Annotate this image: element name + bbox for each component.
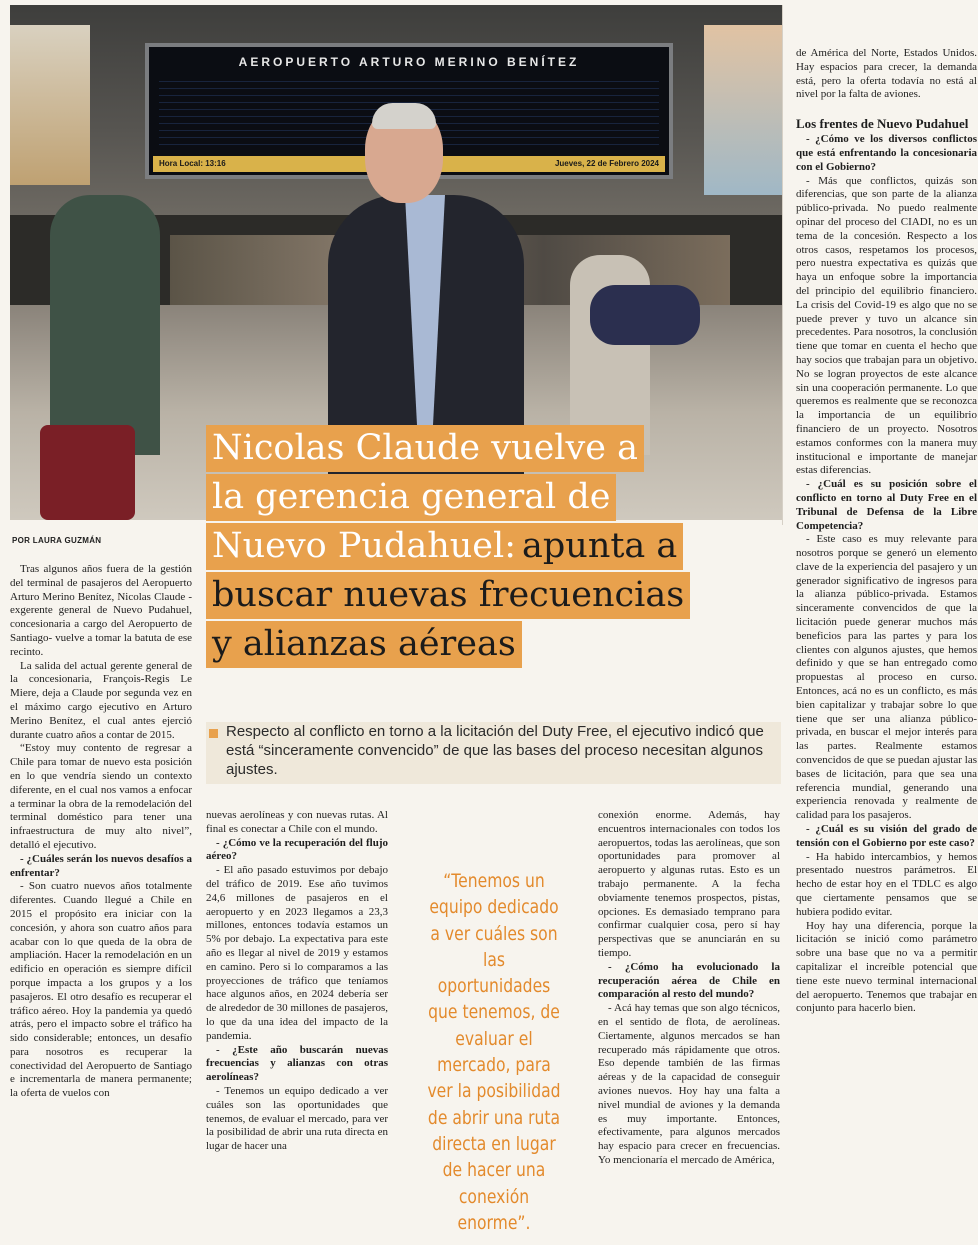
paragraph: de América del Norte, Estados Unidos. Hay espacios para crecer, la demanda está, pero la oferta todavía no está al nivel por la falta de aviones. bbox=[796, 47, 977, 101]
red-suitcase bbox=[40, 425, 135, 520]
paragraph: nuevas aerolíneas y con nuevas rutas. Al final es conectar a Chile con el mundo. bbox=[206, 809, 388, 835]
summary-text: Respecto al conflicto en torno a la licitación del Duty Free, el ejecutivo indicó que está “sinceramente convencido” de que las bases del proceso necesitan algunos ajustes. bbox=[226, 723, 764, 778]
headline bbox=[206, 425, 776, 670]
navy-bag bbox=[590, 285, 700, 345]
summary-box bbox=[206, 722, 781, 784]
interview-question: - ¿Cómo ve la recuperación del flujo aéreo? bbox=[206, 836, 388, 863]
interview-question: - ¿Cómo ve los diversos conflictos que está enfrentando la concesionaria con el Gobierno? bbox=[796, 133, 977, 173]
interview-question: - ¿Cómo ha evolucionado la recuperación aérea de Chile en comparación al resto del mundo? bbox=[598, 960, 780, 1001]
byline: POR LAURA GUZMÁN bbox=[12, 536, 102, 545]
interview-answer: - Son cuatro nuevos años totalmente diferentes. Cuando llegué a Chile en 2015 el propósito era iniciar con la concesión, y ahora son cuatro años para acabar con lo que queda de la obra de ampliación. Hacer la remodelación en un edificio en operación es siempre difícil porque impacta a los grupos y a los pasajeros. El otro desafío es recuperar el tráfico aéreo. Hoy la pandemia ya quedó atrás, pero el impacto sobre el tráfico ha sido considerable; entonces, un desafío para nosotros es recuperar la conectividad del Aeropuerto de Santiago e incrementarla de manera permanente; la oferta de vuelos con bbox=[10, 880, 192, 1100]
pull-quote: “Tenemos un equipo dedicado a ver cuáles son las oportunidades que tenemos, de evaluar el mercado, para ver la posibilidad de abrir una ruta directa en lugar de hacer una conexión enorme”. bbox=[427, 870, 561, 1234]
interview-question: - ¿Cuáles serán los nuevos desafíos a enfrentar? bbox=[10, 852, 192, 879]
interview-question: - ¿Cuál es su posición sobre el conflicto en torno al Duty Free en el Tribunal de Defensa de la Libre Competencia? bbox=[796, 478, 977, 532]
man-hair bbox=[372, 103, 436, 129]
paragraph: La salida del actual gerente general de la concesionaria, François-Regis Le Miere, deja a Claude por segunda vez en el máximo cargo ejecutivo en Arturo Merino Benítez, el cual antes ejerció durante cuatro años a contar de 2015. bbox=[10, 659, 192, 741]
column-rule bbox=[782, 5, 783, 525]
left-banner bbox=[10, 25, 90, 185]
headline-line-4: buscar nuevas frecuencias bbox=[206, 572, 690, 619]
article-column-2 bbox=[206, 809, 388, 1154]
paragraph: Hoy hay una diferencia, porque la licitación se inició como parámetro sobre una base que no va a permitir capitalizar el increíble potencial que tiene este nuevo terminal internacional del aeropuerto. Tenemos que trabajar en conjunto para hacerlo bien. bbox=[796, 919, 977, 1015]
paragraph: “Estoy muy contento de regresar a Chile para tomar de nuevo esta posición en lo que vendría siendo un contexto diferente, en el cual nos vamos a enfocar a terminar la obra de la remodelación del terminal doméstico para tener una infraestructura de muy alto nivel”, detalló el ejecutivo. bbox=[10, 742, 192, 851]
headline-line-5: y alianzas aéreas bbox=[206, 621, 522, 668]
board-date: Jueves, 22 de Febrero 2024 bbox=[554, 159, 659, 168]
headline-line-3b: apunta a bbox=[516, 523, 683, 570]
paragraph: Tras algunos años fuera de la gestión del terminal de pasajeros del Aeropuerto Arturo Merino Benítez, Nicolas Claude -exgerente general de Nuevo Pudahuel, concesionaria a cargo del Aeropuerto de Santiago- vuelve a tomar la batuta de ese recinto. bbox=[10, 563, 192, 658]
flight-board-title: AEROPUERTO ARTURO MERINO BENÍTEZ bbox=[238, 55, 580, 69]
board-local-time: Hora Local: 13:16 bbox=[159, 159, 226, 168]
interview-answer: - Este caso es muy relevante para nosotros porque se generó un elemento clave de la experiencia del pasajero y un generador significativo de ingresos para la alianza público-privada. Estamos sinceramente convencidos de que la licitación puede generar muchos más beneficios para las partes y para los clientes con algunos ajustes, que hemos definido y que se han entregado como propuestas al proceso en curso. Entonces, acá no es un conflicto, es más bien capitalizar y trabajar sobre lo que tiene que ser una alianza público-privada, en buscar el mejor interés para las partes. Realmente estamos convencidos de que se puedan ajustar las bases de licitación, para que sea una referencia mundial, generando una experiencia renovada y realmente de calidad para los pasajeros. bbox=[796, 533, 977, 822]
headline-line-3a: Nuevo Pudahuel: bbox=[206, 523, 516, 570]
headline-line-1: Nicolas Claude vuelve a bbox=[206, 425, 644, 472]
interview-answer: - El año pasado estuvimos por debajo del tráfico de 2019. Ese año tuvimos 24,6 millones de pasajeros en el aeropuerto y en 2023 llegamos a 23,3 millones, entonces todavía estamos un 5% por debajo. La expectativa para este año es llegar al nivel de 2019 y estamos en camino. Pero si lo comparamos a las proyecciones de tráfico que teníamos hace algunos años, en 2024 debería ser de alrededor de 30 millones de pasajeros, lo que da una idea del impacto de la pandemia. bbox=[206, 864, 388, 1042]
traveler-left bbox=[50, 195, 160, 455]
interview-answer: - Más que conflictos, quizás son diferencias, que son parte de la alianza público-privada. No puedo realmente opinar del proceso del CIADI, no es un tema de la concesión. Respecto a los otros casos, respetamos los procesos, pero nuestra expectativa es quizás que haya un enfoque sobre la importancia del principio del equilibrio financiero. La crisis del Covid-19 es algo que no se puede prever y tuvo un alcance sin precedentes. Para nosotros, la conclusión tiene que tomar en cuenta el hecho que hay socios que trabajan para un objetivo. No se logran proyectos de este alcance sin una cooperación permanente. Lo que queremos es realmente que se reconozca la importancia de un equilibrio financiero de un proyecto. Nosotros estamos conformes con la manera muy institucional e importante de manejar estas diferencias. bbox=[796, 174, 977, 477]
section-heading: Los frentes de Nuevo Pudahuel bbox=[796, 116, 969, 132]
interview-answer: - Ha habido intercambios, y hemos presentado nuestros parámetros. El hecho de estar hoy en el TDLC es algo que ciertamente pensamos que se hubiera podido evitar. bbox=[796, 850, 977, 918]
headline-line-2: la gerencia general de bbox=[206, 474, 616, 521]
interview-question: - ¿Este año buscarán nuevas frecuencias y alianzas con otras aerolíneas? bbox=[206, 1043, 388, 1084]
summary-bullet-icon bbox=[209, 729, 218, 738]
paragraph: conexión enorme. Además, hay encuentros internacionales con todos los aeropuertos, todas las aerolíneas, que son oportunidades para promover al aeropuerto y algunas rutas. Esto es un trabajo permanente. A la fecha obviamente tenemos prospectos, pistas, opciones. Es demasiado temprano para confirmar cualquier cosa, pero sí hay perspectivas que se anunciarán en su tiempo. bbox=[598, 809, 780, 959]
article-column-1 bbox=[10, 563, 192, 1101]
article-column-3 bbox=[598, 809, 780, 1168]
interview-answer: - Acá hay temas que son algo técnicos, en el sentido de flota, de aerolíneas. Ciertamente, algunos mercados se han recuperado más rápidamente que otros. Eso depende también de las firmas aéreas y de la capacidad de conseguir aviones nuevos. Hoy hay una falta a nivel mundial de aviones y la demanda es muy importante. Entonces, efectivamente, para algunos mercados hay espacio para crecer en frecuencias. Yo mencionaría el mercado de América, bbox=[598, 1002, 780, 1166]
interview-question: - ¿Cuál es su visión del grado de tensión con el Gobierno por este caso? bbox=[796, 823, 977, 849]
article-column-4 bbox=[796, 47, 977, 1016]
right-banner bbox=[704, 25, 782, 195]
interview-answer: - Tenemos un equipo dedicado a ver cuáles son las oportunidades que tenemos, de evaluar el mercado, para ver la posibilidad de abrir una ruta directa en lugar de hacer una bbox=[206, 1084, 388, 1153]
